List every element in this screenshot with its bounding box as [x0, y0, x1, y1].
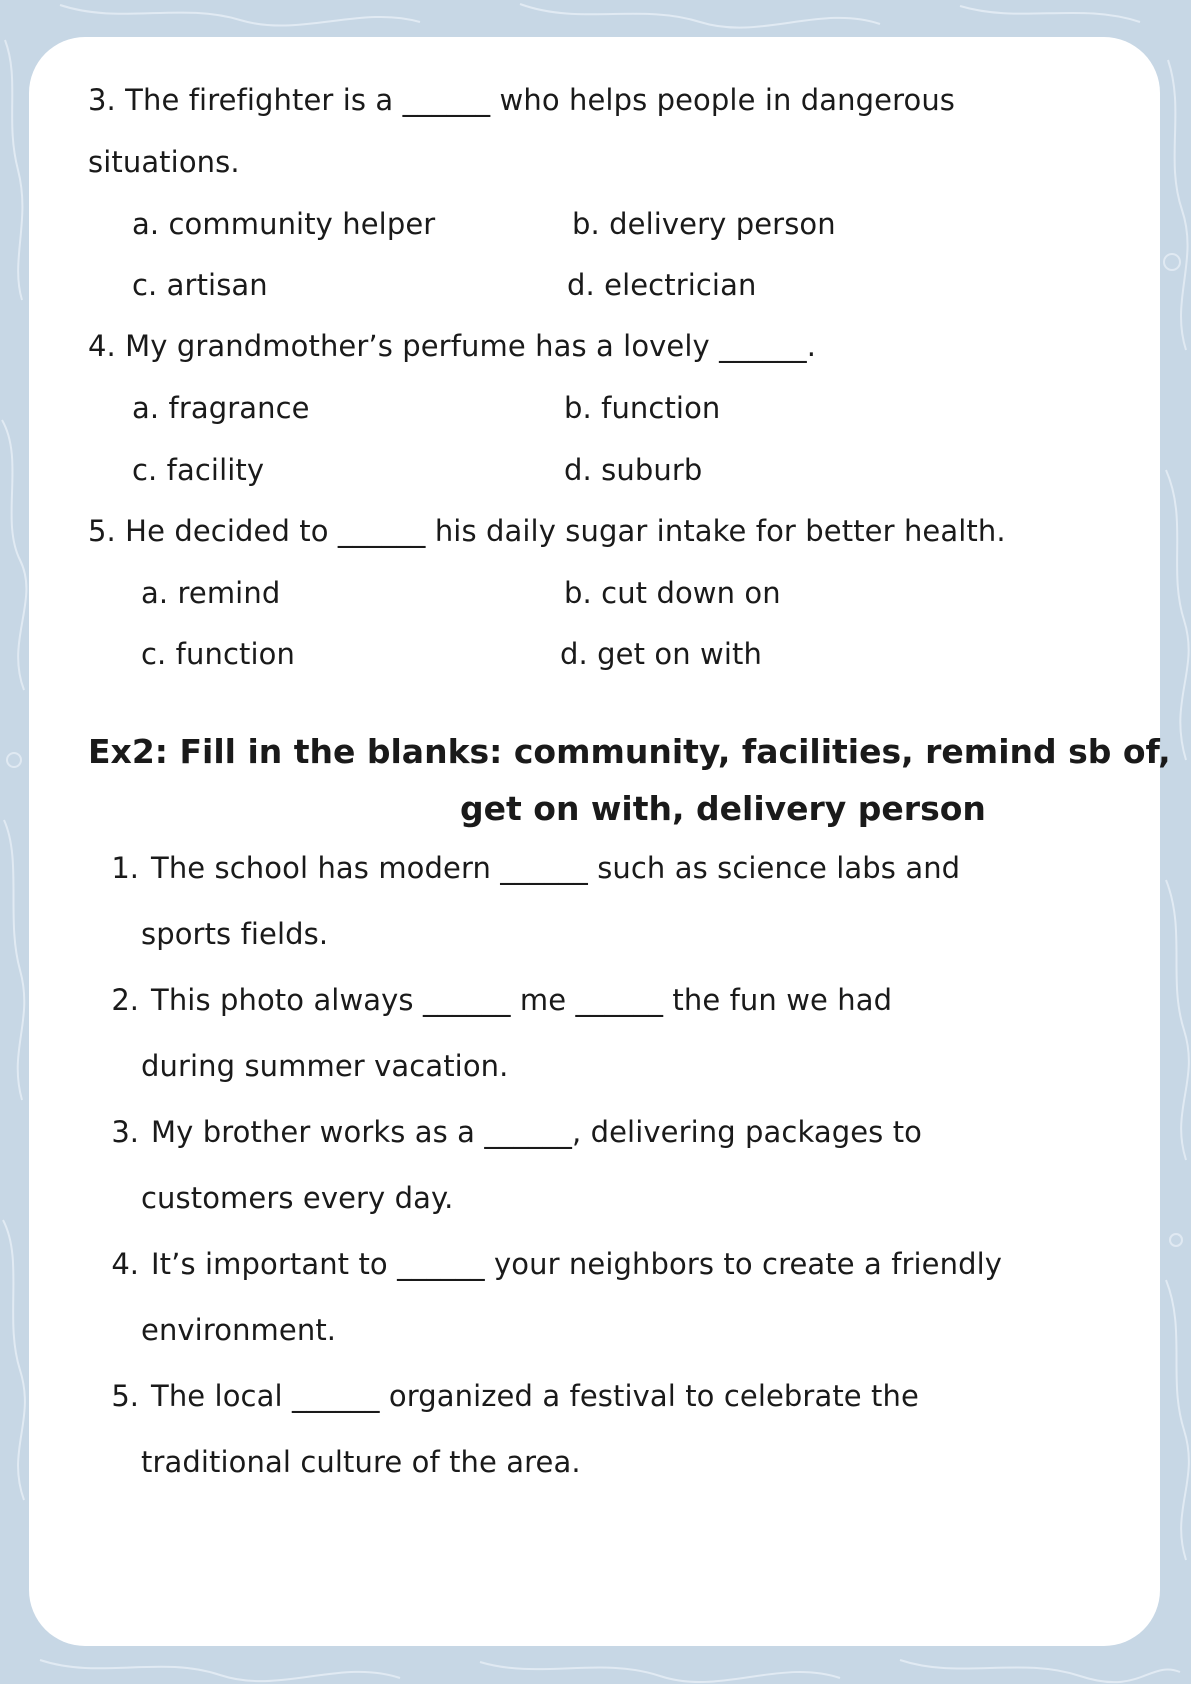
q3-stem-continued: situations. — [88, 145, 240, 179]
q4-option-b: b. function — [564, 391, 721, 425]
ex2-heading: Ex2: Fill in the blanks: community, facilities, remind sb of, — [88, 732, 1171, 771]
ex2-item-4-number: 4. — [111, 1247, 139, 1281]
ex2-item-1-number: 1. — [111, 851, 139, 885]
q3-option-a: a. community helper — [132, 207, 436, 241]
q3-stem: 3. The firefighter is a ______ who helps people in dangerous — [88, 83, 956, 117]
q5-stem: 5. He decided to ______ his daily sugar intake for better health. — [88, 514, 1006, 548]
q4-stem: 4. My grandmother’s perfume has a lovely ______. — [88, 329, 817, 363]
ex2-item-2-text: This photo always ______ me ______ the fun we had — [151, 983, 893, 1017]
q5-option-a: a. remind — [141, 576, 281, 610]
ex2-item-5-text-continued: traditional culture of the area. — [141, 1445, 581, 1479]
ex2-item-4-text: It’s important to ______ your neighbors to create a friendly — [151, 1247, 1003, 1281]
q4-option-a: a. fragrance — [132, 391, 310, 425]
ex2-item-3-text: My brother works as a ______, delivering packages to — [151, 1115, 923, 1149]
q5-option-c: c. function — [141, 637, 295, 671]
ex2-item-3-number: 3. — [111, 1115, 139, 1149]
ex2-item-5-text: The local ______ organized a festival to celebrate the — [151, 1379, 919, 1413]
q5-option-b: b. cut down on — [564, 576, 781, 610]
q3-option-d: d. electrician — [567, 268, 757, 302]
ex2-item-3-text-continued: customers every day. — [141, 1181, 454, 1215]
q5-option-d: d. get on with — [560, 637, 762, 671]
q4-option-c: c. facility — [132, 453, 265, 487]
ex2-item-1-text: The school has modern ______ such as science labs and — [151, 851, 961, 885]
ex2-item-1-text-continued: sports fields. — [141, 917, 329, 951]
ex2-item-2-text-continued: during summer vacation. — [141, 1049, 509, 1083]
ex2-item-2-number: 2. — [111, 983, 139, 1017]
ex2-item-5-number: 5. — [111, 1379, 139, 1413]
ex2-heading-continued: get on with, delivery person — [460, 789, 986, 828]
q3-option-c: c. artisan — [132, 268, 268, 302]
q4-option-d: d. suburb — [564, 453, 703, 487]
q3-option-b: b. delivery person — [572, 207, 836, 241]
ex2-item-4-text-continued: environment. — [141, 1313, 337, 1347]
